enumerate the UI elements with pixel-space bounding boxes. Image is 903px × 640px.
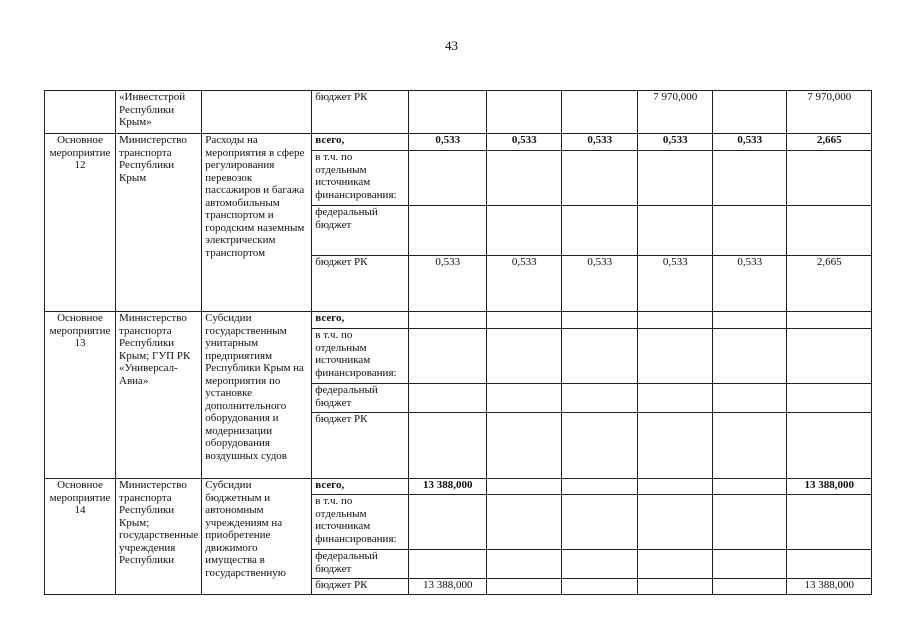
value-cell xyxy=(713,579,787,595)
value-cell: 0,533 xyxy=(562,134,638,151)
value-cell xyxy=(638,479,713,495)
value-cell xyxy=(562,579,638,595)
value-cell: 7 970,000 xyxy=(638,91,713,134)
value-cell: 0,533 xyxy=(487,134,562,151)
description-cell: Расходы на мероприятия в сфере регулирования перевозок пассажиров и багажа автомобильным транспортом и городским наземным электрическим транспортом xyxy=(202,134,312,312)
source-label: в т.ч. по отдельным источникам финансирования: xyxy=(312,151,409,206)
executor-cell: Министерство транспорта Республики Крым; государственные учреждения Республики xyxy=(116,479,202,595)
description-cell: Субсидии государственным унитарным предприятиям Республики Крым на мероприятия по установке дополнительного оборудования и модернизации оборудования воздушных судов xyxy=(202,312,312,479)
value-cell xyxy=(562,479,638,495)
description-cell xyxy=(202,91,312,134)
value-cell: 0,533 xyxy=(638,134,713,151)
description-cell: Субсидии бюджетным и автономным учреждениям на приобретение движимого имущества в государственную xyxy=(202,479,312,595)
source-label: всего, xyxy=(312,312,409,329)
event-name-cell: Основное мероприятие 13 xyxy=(45,312,116,479)
value-cell: 13 388,000 xyxy=(787,579,872,595)
value-cell xyxy=(562,91,638,134)
value-cell: 13 388,000 xyxy=(409,579,487,595)
source-label: всего, xyxy=(312,479,409,495)
source-label: всего, xyxy=(312,134,409,151)
value-cell: 0,533 xyxy=(713,256,787,312)
executor-cell: Министерство транспорта Республики Крым; ГУП РК «Универсал-Авиа» xyxy=(116,312,202,479)
continuation-row xyxy=(45,91,872,134)
value-cell: 0,533 xyxy=(638,256,713,312)
source-label: федеральный бюджет xyxy=(312,550,409,579)
event12-total-row xyxy=(45,134,872,151)
value-cell: 2,665 xyxy=(787,134,872,151)
value-cell xyxy=(713,91,787,134)
event-name-cell xyxy=(45,91,116,134)
source-label: в т.ч. по отдельным источникам финансирования: xyxy=(312,495,409,550)
value-cell: 0,533 xyxy=(713,134,787,151)
value-cell: 0,533 xyxy=(409,134,487,151)
event13-total-row xyxy=(45,312,872,329)
executor-cell: Министерство транспорта Республики Крым xyxy=(116,134,202,312)
value-cell: 2,665 xyxy=(787,256,872,312)
value-cell: 0,533 xyxy=(409,256,487,312)
event-name-cell: Основное мероприятие 14 xyxy=(45,479,116,595)
executor-cell: «Инвестстрой Республики Крым» xyxy=(116,91,202,134)
value-cell xyxy=(487,479,562,495)
value-cell: 0,533 xyxy=(562,256,638,312)
value-cell xyxy=(487,579,562,595)
source-label: в т.ч. по отдельным источникам финансирования: xyxy=(312,329,409,384)
value-cell: 13 388,000 xyxy=(787,479,872,495)
source-label: бюджет РК xyxy=(312,256,409,312)
source-label: федеральный бюджет xyxy=(312,206,409,256)
source-label: федеральный бюджет xyxy=(312,384,409,413)
value-cell xyxy=(713,479,787,495)
value-cell xyxy=(409,91,487,134)
value-cell xyxy=(487,91,562,134)
event-name-cell: Основное мероприятие 12 xyxy=(45,134,116,312)
value-cell: 13 388,000 xyxy=(409,479,487,495)
source-label: бюджет РК xyxy=(312,91,409,134)
value-cell xyxy=(638,579,713,595)
value-cell: 0,533 xyxy=(487,256,562,312)
budget-table xyxy=(44,90,872,595)
source-label: бюджет РК xyxy=(312,413,409,479)
page-number: 43 xyxy=(445,38,458,53)
value-cell: 7 970,000 xyxy=(787,91,872,134)
event14-total-row xyxy=(45,479,872,495)
source-label: бюджет РК xyxy=(312,579,409,595)
